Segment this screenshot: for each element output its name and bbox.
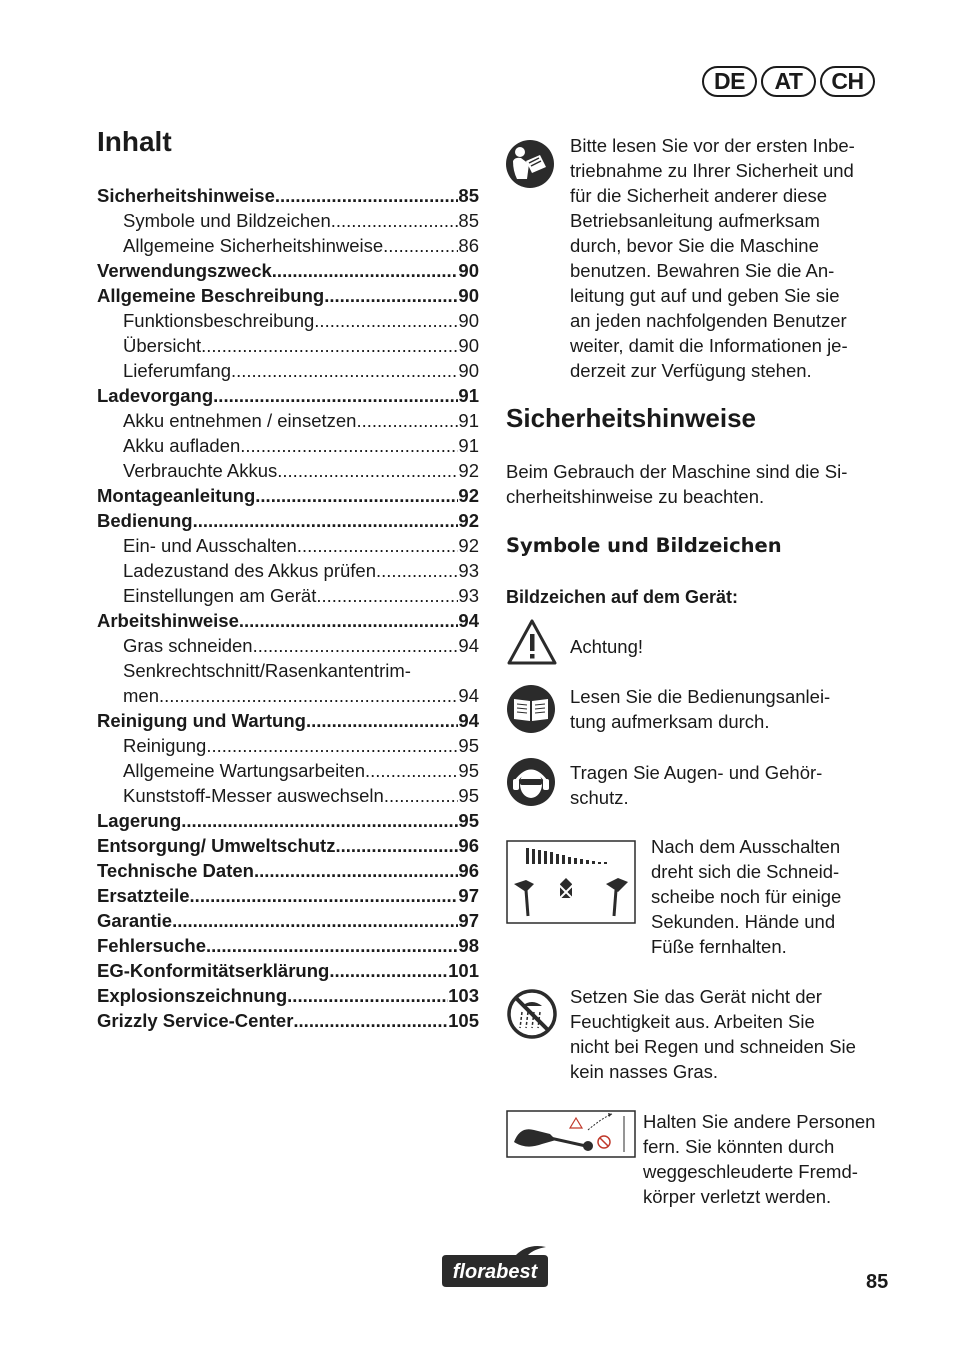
toc-entry-label: Allgemeine Sicherheitshinweise [123,235,384,256]
toc-leader-dots [239,608,459,633]
toc-entry-page: 90 [458,310,479,331]
symbol-text-rundown [651,834,841,959]
toc-entry-page: 101 [448,960,479,981]
toc-entry-label: Akku entnehmen / einsetzen [123,410,357,431]
toc-entry-label: men [123,685,159,706]
toc-leader-dots [277,458,458,483]
toc-entry-label: Arbeitshinweise [97,610,239,631]
symbol-text-distance [643,1109,875,1209]
toc-entry[interactable] [97,983,479,1008]
toc-entry-label: Grizzly Service-Center [97,1010,294,1031]
country-badge-at: AT [761,66,816,97]
intro-line: triebnahme zu Ihrer Sicherheit und [570,160,854,181]
toc-leader-dots [253,633,459,658]
symbol-text-line: Lesen Sie die Bedienungsanlei- [570,686,831,707]
toc-entry[interactable] [97,608,479,633]
toc-leader-dots [306,708,458,733]
country-badges [702,66,875,97]
toc-entry-label: Akku aufladen [123,435,241,456]
toc-entry-page: 95 [458,810,479,831]
toc-entry[interactable] [97,808,479,833]
toc-entry-label: Kunststoff-Messer auswechseln [123,785,384,806]
toc-entry-label: Übersicht [123,335,202,356]
toc-entry-page: 97 [458,910,479,931]
toc-leader-dots [316,583,458,608]
toc-leader-dots [213,383,458,408]
toc-leader-dots [329,958,448,983]
symbol-text-line: Achtung! [570,636,644,657]
safety-heading: Sicherheitshinweise [506,403,756,433]
symbol-text-rain [570,984,856,1084]
toc-entry[interactable] [97,508,479,533]
toc-entry[interactable] [97,958,479,983]
toc-entry[interactable] [97,358,479,383]
toc-entry-page: 90 [458,335,479,356]
intro-line: Bitte lesen Sie vor der ersten Inbe- [570,135,855,156]
device-symbols-heading: Bildzeichen auf dem Gerät: [506,587,739,607]
toc-leader-dots [335,833,458,858]
toc-entry-label: Gras schneiden [123,635,253,656]
toc-entry-label: Reinigung [123,735,207,756]
toc-entry-page: 91 [458,385,479,406]
toc-entry[interactable] [97,558,479,583]
symbol-text-line: fern. Sie könnten durch [643,1136,835,1157]
toc-entry-page: 97 [458,885,479,906]
toc-entry[interactable] [97,733,479,758]
keep-distance-icon [506,1110,636,1158]
symbol-text-line: körper verletzt werden. [643,1186,832,1207]
toc-entry-page: 96 [458,835,479,856]
toc-entry[interactable] [97,833,479,858]
toc-entry[interactable] [97,683,479,708]
toc-entry-label: Lagerung [97,810,182,831]
toc-entry[interactable] [97,183,479,208]
toc-entry[interactable] [97,1008,479,1033]
toc-leader-dots [287,983,448,1008]
toc-entry[interactable] [97,858,479,883]
toc-entry-label: Fehlersuche [97,935,206,956]
toc-entry-page: 94 [458,685,479,706]
toc-entry-label: Montageanleitung [97,485,256,506]
toc-entry-label: Ersatzteile [97,885,190,906]
toc-entry-page: 95 [458,735,479,756]
toc-entry-page: 105 [448,1010,479,1031]
florabest-logo [438,1245,552,1289]
toc-entry-label: EG-Konformitätserklärung [97,960,330,981]
intro-line: durch, bevor Sie die Maschine [570,235,819,256]
toc-entry[interactable] [97,783,479,808]
toc-leader-dots [324,283,458,308]
toc-leader-dots [231,358,458,383]
symbol-text-line: Sekunden. Hände und [651,911,836,932]
symbol-text-line: tung aufmerksam durch. [570,711,770,732]
toc-leader-dots [190,883,459,908]
toc-entry-page: 95 [458,760,479,781]
symbols-heading: Symbole und Bildzeichen [506,534,782,557]
toc-entry-label: Senkrechtschnitt/Rasenkantentrim- [123,660,411,681]
symbol-text-line: Füße fernhalten. [651,936,787,957]
toc-leader-dots [275,183,459,208]
toc-entry[interactable] [97,633,479,658]
toc-entry-page: 94 [458,635,479,656]
country-badge-de: DE [702,66,757,97]
country-badge-ch: CH [820,66,875,97]
toc-entry[interactable] [97,233,479,258]
blade-rundown-icon [506,840,636,924]
safety-text-line: cherheitshinweise zu beachten. [506,486,765,507]
symbol-text-line: Halten Sie andere Personen [643,1111,876,1132]
toc-entry[interactable] [97,883,479,908]
toc-entry[interactable] [97,533,479,558]
symbol-text-line: kein nasses Gras. [570,1061,719,1082]
intro-line: weiter, damit die Informationen je- [570,335,848,356]
toc-entry[interactable] [97,583,479,608]
toc-entry-page: 93 [458,560,479,581]
toc-entry-page: 94 [458,610,479,631]
toc-entry[interactable] [97,383,479,408]
toc-entry-label: Sicherheitshinweise [97,185,275,206]
toc-entry-page: 90 [458,360,479,381]
toc-entry[interactable] [97,408,479,433]
no-rain-icon [506,988,558,1040]
symbol-text-line: Feuchtigkeit aus. Arbeiten Sie [570,1011,815,1032]
intro-line: leitung gut auf und geben Sie sie [570,285,840,306]
toc-entry-page: 86 [458,235,479,256]
toc-entry-label: Verbrauchte Akkus [123,460,278,481]
read-instructions-icon [505,139,555,189]
toc-entry-label: Explosionszeichnung [97,985,288,1006]
toc-entry-label: Ladezustand des Akkus prüfen [123,560,377,581]
toc-leader-dots [365,758,458,783]
toc-entry-label: Bedienung [97,510,193,531]
toc-title: Inhalt [97,126,172,157]
symbol-text-line: schutz. [570,787,629,808]
table-of-contents [97,183,479,1033]
toc-entry[interactable] [97,333,479,358]
toc-entry-page: 92 [458,510,479,531]
intro-text [570,133,900,383]
toc-leader-dots [172,908,458,933]
safety-text-line: Beim Gebrauch der Maschine sind die Si- [506,461,848,482]
page-number: 85 [866,1271,889,1293]
intro-line: an jeden nachfolgenden Benutzer [570,310,847,331]
toc-entry-label: Reinigung und Wartung [97,710,306,731]
toc-entry-page: 90 [458,260,479,281]
toc-entry-page: 91 [458,435,479,456]
symbol-text-line: weggeschleuderte Fremd- [643,1161,858,1182]
toc-entry-label: Garantie [97,910,173,931]
intro-line: benutzen. Bewahren Sie die An- [570,260,835,281]
symbol-text-line: Nach dem Ausschalten [651,836,841,857]
symbol-text-line: scheibe noch für einige [651,886,842,907]
toc-entry[interactable] [97,308,479,333]
toc-entry[interactable] [97,283,479,308]
symbol-text-read-manual [570,684,830,734]
toc-leader-dots [293,1008,448,1033]
toc-entry-page: 96 [458,860,479,881]
toc-leader-dots [376,558,458,583]
toc-leader-dots [314,308,458,333]
toc-entry[interactable] [97,458,479,483]
warning-triangle-icon [506,618,558,666]
toc-entry-label: Einstellungen am Gerät [123,585,317,606]
toc-entry[interactable] [97,208,479,233]
toc-entry-page: 103 [448,985,479,1006]
toc-entry-page: 94 [458,710,479,731]
toc-entry-label: Entsorgung/ Umweltschutz [97,835,336,856]
logo-text: florabest [452,1261,538,1283]
toc-entry[interactable] [97,758,479,783]
toc-entry-page: 90 [458,285,479,306]
toc-leader-dots [297,533,459,558]
toc-entry-page: 85 [458,210,479,231]
toc-entry[interactable] [97,483,479,508]
toc-entry[interactable] [97,708,479,733]
toc-entry-label: Verwendungszweck [97,260,272,281]
toc-entry-label: Technische Daten [97,860,254,881]
toc-leader-dots [331,208,459,233]
toc-leader-dots [159,683,458,708]
symbol-text-line: nicht bei Regen und schneiden Sie [570,1036,856,1057]
symbol-text-line: Tragen Sie Augen- und Gehör- [570,762,823,783]
toc-leader-dots [181,808,458,833]
toc-leader-dots [254,858,458,883]
toc-leader-dots [206,733,458,758]
read-manual-icon [506,684,556,734]
toc-entry-label: Ladevorgang [97,385,214,406]
toc-leader-dots [201,333,458,358]
toc-entry-page: 93 [458,585,479,606]
toc-leader-dots [206,933,458,958]
toc-entry-page: 92 [458,535,479,556]
toc-entry[interactable] [97,658,479,683]
toc-entry-label: Funktionsbeschreibung [123,310,315,331]
intro-line: Betriebsanleitung aufmerksam [570,210,820,231]
toc-entry-label: Allgemeine Wartungsarbeiten [123,760,365,781]
toc-leader-dots [255,483,458,508]
symbol-text-line: dreht sich die Schneid- [651,861,840,882]
toc-entry[interactable] [97,433,479,458]
toc-entry[interactable] [97,258,479,283]
toc-leader-dots [383,233,458,258]
toc-entry[interactable] [97,933,479,958]
toc-leader-dots [240,433,458,458]
toc-entry-page: 92 [458,485,479,506]
toc-leader-dots [356,408,458,433]
toc-entry-page: 85 [458,185,479,206]
safety-text [506,459,896,509]
symbol-text-protection [570,760,822,810]
intro-line: derzeit zur Verfügung stehen. [570,360,812,381]
toc-entry[interactable] [97,908,479,933]
toc-leader-dots [193,508,459,533]
toc-entry-label: Lieferumfang [123,360,231,381]
symbol-text-line: Setzen Sie das Gerät nicht der [570,986,822,1007]
toc-entry-label: Symbole und Bildzeichen [123,210,331,231]
eye-ear-protection-icon [506,757,556,807]
toc-entry-label: Ein- und Ausschalten [123,535,297,556]
toc-leader-dots [384,783,459,808]
symbol-text-warning [570,634,643,659]
toc-entry-page: 98 [458,935,479,956]
toc-entry-label: Allgemeine Beschreibung [97,285,325,306]
toc-entry-page: 92 [458,460,479,481]
intro-line: für die Sicherheit anderer diese [570,185,828,206]
toc-entry-page: 95 [458,785,479,806]
toc-leader-dots [272,258,459,283]
toc-entry-page: 91 [458,410,479,431]
